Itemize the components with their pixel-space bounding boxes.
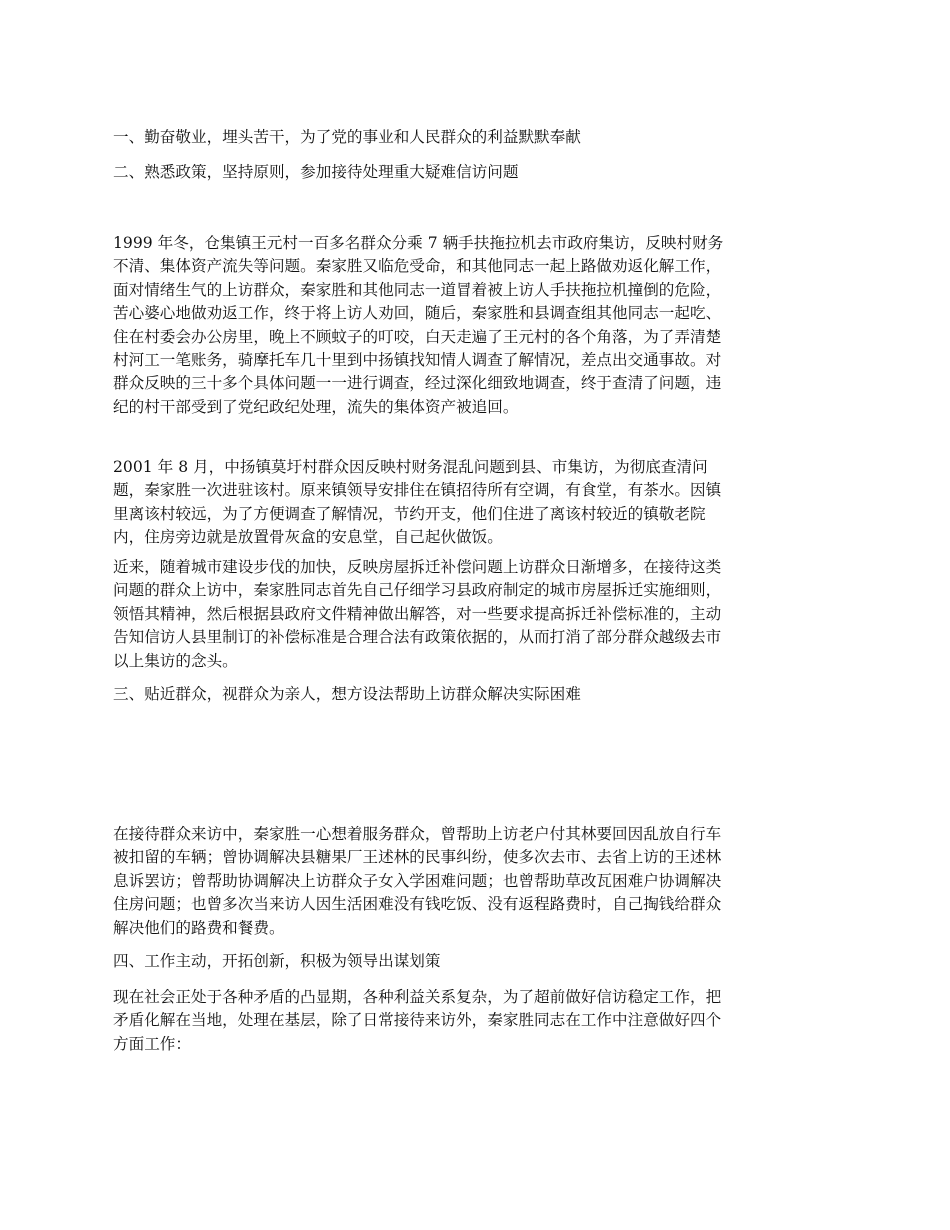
paragraph-line: 住房问题；也曾多次当来访人因生活困难没有钱吃饭、没有返程路费时，自己掏钱给群众 — [113, 895, 722, 914]
paragraph-line: 问题的群众上访中，秦家胜同志首先自己仔细学习县政府制定的城市房屋拆迁实施细则， — [113, 581, 722, 600]
paragraph-line: 方面工作： — [113, 1034, 191, 1053]
paragraph-recent-demolition — [113, 556, 840, 673]
paragraph-line: 村河工一笔账务，骑摩托车几十里到中扬镇找知情人调查了解情况，差点出交通事故。对 — [113, 351, 722, 370]
paragraph-line: 2001 年 8 月，中扬镇莫圩村群众因反映村财务混乱问题到县、市集访，为彻底查清问 — [113, 458, 708, 476]
paragraph-line: 以上集访的念头。 — [113, 651, 238, 670]
paragraph-line: 面对情绪生气的上访群众，秦家胜和其他同志一道冒着被上访人手扶拖拉机撞倒的危险， — [113, 280, 722, 299]
paragraph-line: 现在社会正处于各种矛盾的凸显期，各种利益关系复杂，为了超前做好信访稳定工作，把 — [113, 988, 722, 1006]
paragraph-line: 解决他们的路费和餐费。 — [113, 918, 285, 937]
paragraph-line: 内，住房旁边就是放置骨灰盒的安息堂，自己起伙做饭。 — [113, 528, 503, 547]
section-heading-2 — [113, 161, 840, 184]
paragraph-2001-event — [113, 456, 840, 550]
paragraph-line: 被扣留的车辆；曾协调解决县糖果厂王述林的民事纠纷，使多次去市、去省上访的王述林 — [113, 848, 722, 867]
paragraph-line: 息诉罢访；曾帮助协调解决上访群众子女入学困难问题；也曾帮助草改瓦困难户协调解决 — [113, 871, 722, 890]
paragraph-line: 群众反映的三十多个具体问题一一进行调查，经过深化细致地调查，终于查清了问题，违 — [113, 374, 722, 393]
paragraph-reception — [113, 823, 840, 940]
paragraph-line: 领悟其精神，然后根据县政府文件精神做出解答，对一些要求提高拆迁补偿标准的，主动 — [113, 604, 722, 623]
paragraph-line: 题，秦家胜一次进驻该村。原来镇领导安排住在镇招待所有空调，有食堂，有茶水。因镇 — [113, 481, 722, 500]
heading-text: 一、勤奋敬业，埋头苦干，为了党的事业和人民群众的利益默默奉献 — [113, 128, 581, 146]
paragraph-line: 苦心婆心地做劝返工作，终于将上访人劝回，随后，秦家胜和县调查组其他同志一起吃、 — [113, 304, 722, 323]
section-heading-3 — [113, 683, 840, 706]
section-heading-4 — [113, 950, 840, 973]
section-heading-1 — [113, 126, 840, 149]
paragraph-society — [113, 986, 840, 1056]
paragraph-line: 告知信访人县里制订的补偿标准是合理合法有政策依据的，从而打消了部分群众越级去市 — [113, 628, 722, 647]
paragraph-line: 矛盾化解在当地，处理在基层，除了日常接待来访外，秦家胜同志在工作中注意做好四个 — [113, 1011, 722, 1030]
paragraph-line: 纪的村干部受到了党纪政纪处理，流失的集体资产被追回。 — [113, 397, 519, 416]
paragraph-line: 近来，随着城市建设步伐的加快，反映房屋拆迁补偿问题上访群众日渐增多，在接待这类 — [113, 558, 722, 576]
paragraph-1999-event — [113, 232, 840, 419]
heading-text: 二、熟悉政策，坚持原则，参加接待处理重大疑难信访问题 — [113, 163, 519, 181]
heading-text: 三、贴近群众，视群众为亲人，想方设法帮助上访群众解决实际困难 — [113, 685, 581, 703]
paragraph-line: 住在村委会办公房里，晚上不顾蚊子的叮咬，白天走遍了王元村的各个角落，为了弄清楚 — [113, 327, 722, 346]
paragraph-line: 里离该村较远，为了方便调查了解情况，节约开支，他们住进了离该村较近的镇敬老院 — [113, 504, 706, 523]
paragraph-line: 在接待群众来访中，秦家胜一心想着服务群众，曾帮助上访老户付其林要回因乱放自行车 — [113, 825, 722, 843]
paragraph-line: 1999 年冬，仓集镇王元村一百多名群众分乘 7 辆手扶拖拉机去市政府集访，反映村财务 — [113, 234, 724, 252]
heading-text: 四、工作主动，开拓创新，积极为领导出谋划策 — [113, 952, 441, 970]
paragraph-line: 不清、集体资产流失等问题。秦家胜又临危受命，和其他同志一起上路做劝返化解工作， — [113, 257, 722, 276]
